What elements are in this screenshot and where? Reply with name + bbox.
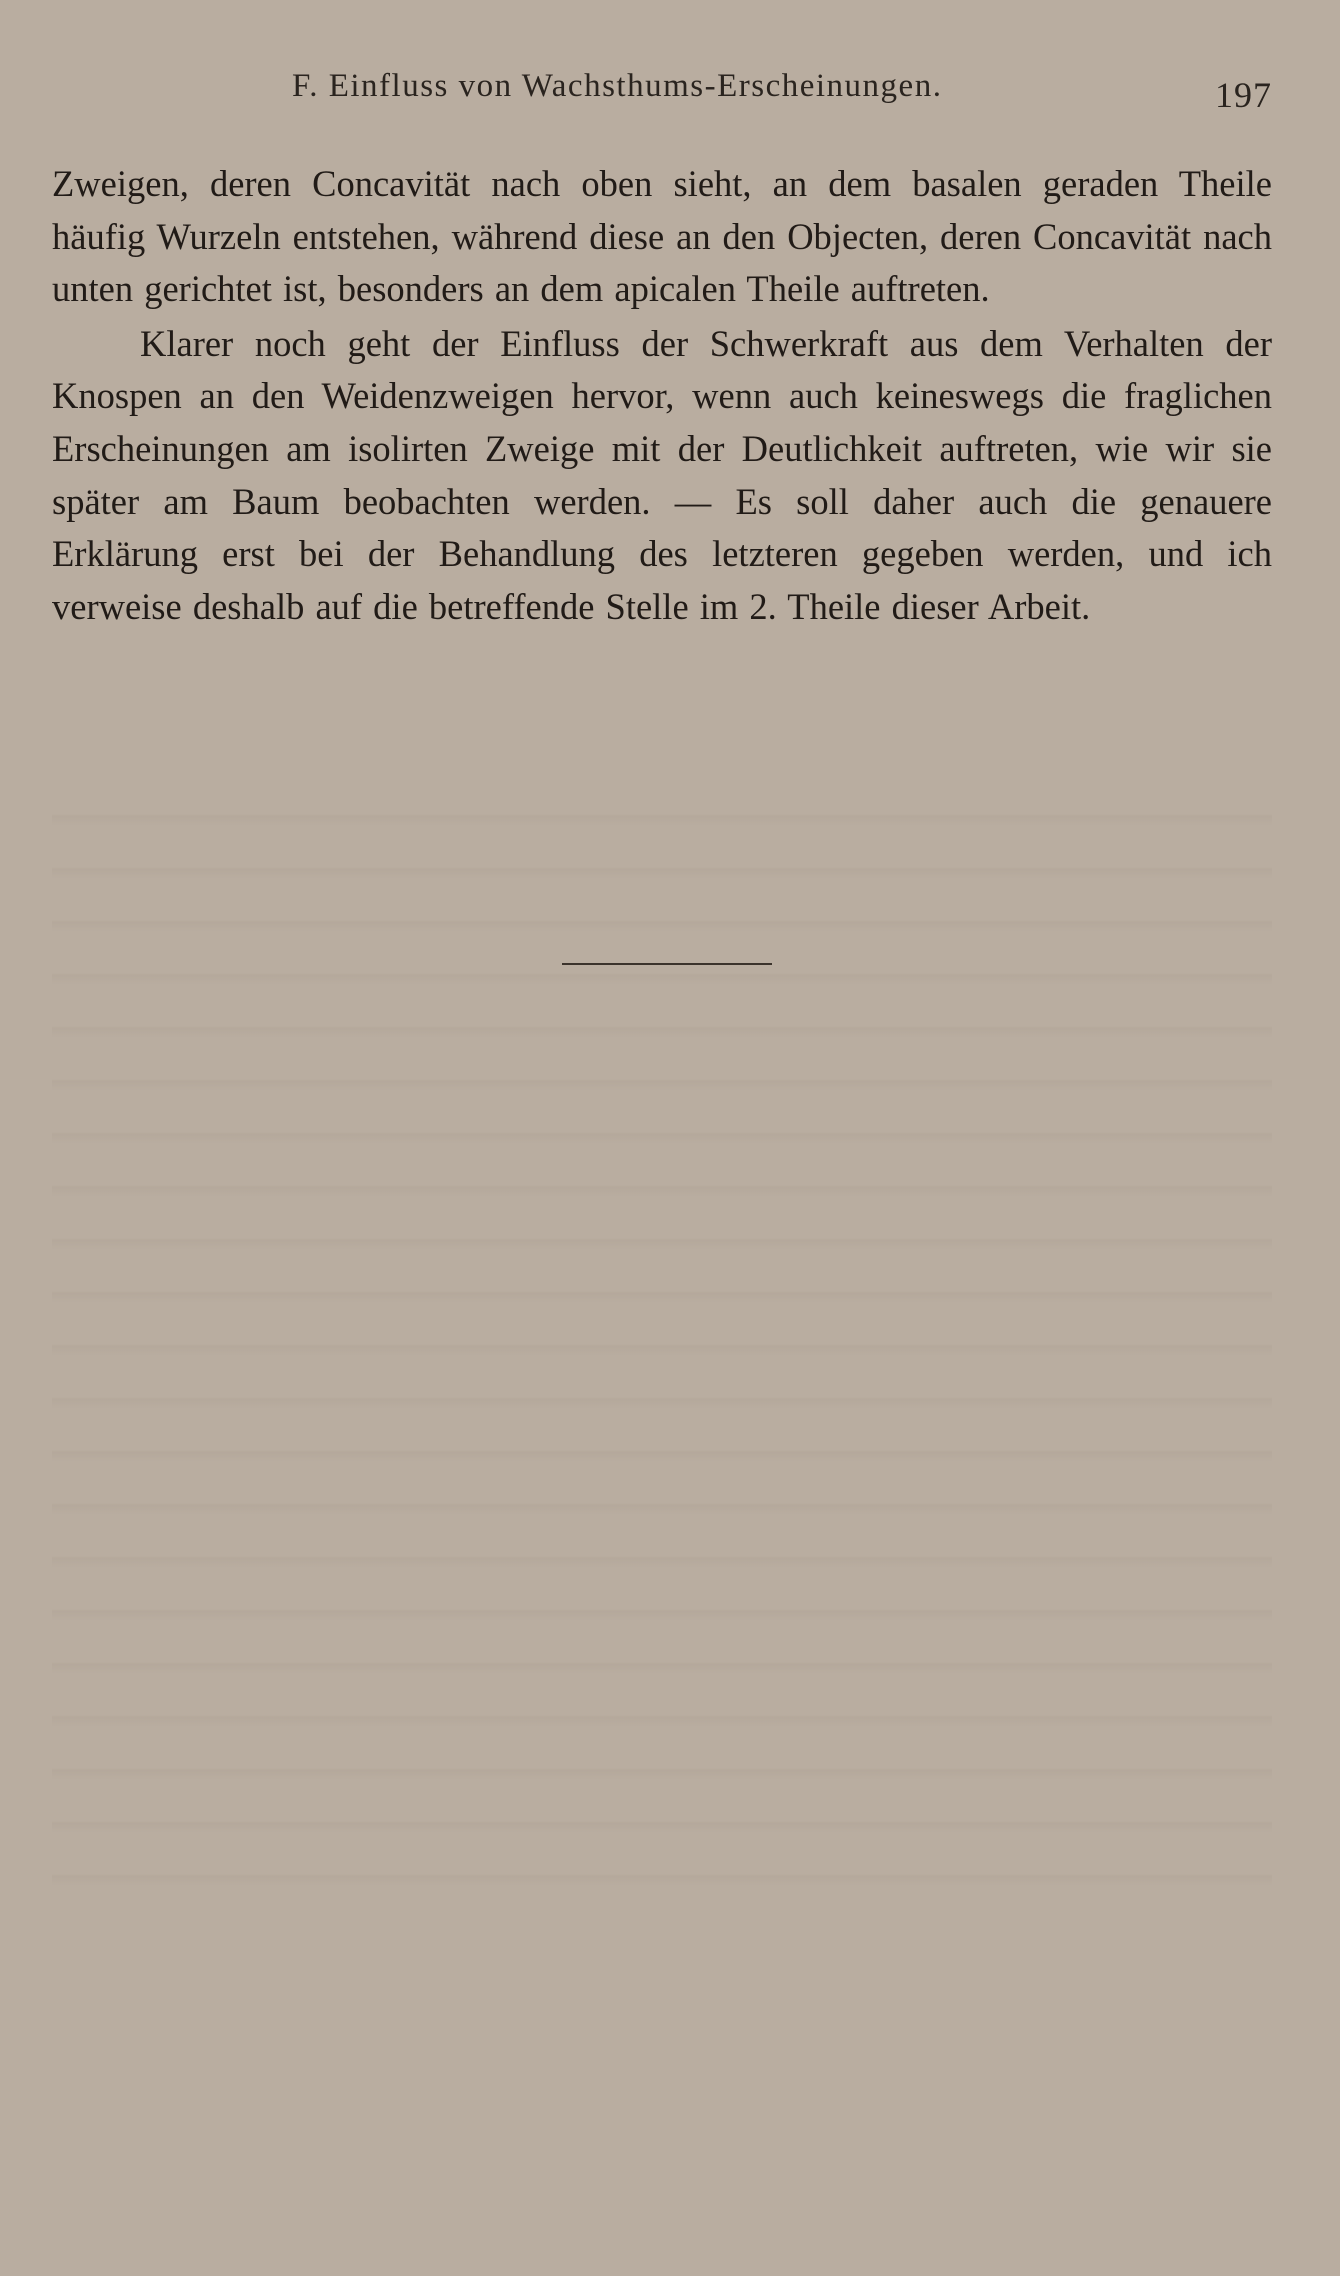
section-end-rule [562, 963, 772, 965]
body-text [52, 158, 1272, 633]
page-header [52, 68, 1272, 118]
paragraph-continued: Zweigen, deren Concavität nach oben sieht, an dem basalen geraden Theile häufig Wurzeln entstehen, während diese an den Objecten, deren Concavität nach unten gerichtet ist, besonders an dem apicalen Theile auftreten. [52, 163, 1272, 310]
running-head: F. Einfluss von Wachsthums-Erscheinungen. [292, 68, 943, 104]
show-through-texture [52, 780, 1272, 1920]
page-number: 197 [1215, 75, 1272, 115]
paragraph: Klarer noch geht der Einfluss der Schwerkraft aus dem Verhalten der Knospen an den Weidenzweigen hervor, wenn auch keineswegs die fraglichen Erscheinungen am isolirten Zweige mit der Deutlichkeit auftreten, wie wir sie später am Baum beobachten werden. — Es soll daher auch die genauere Erklärung erst bei der Behandlung des letzteren gegeben werden, und ich verweise deshalb auf die betreffende Stelle im 2. Theile dieser Arbeit. [52, 322, 1272, 627]
